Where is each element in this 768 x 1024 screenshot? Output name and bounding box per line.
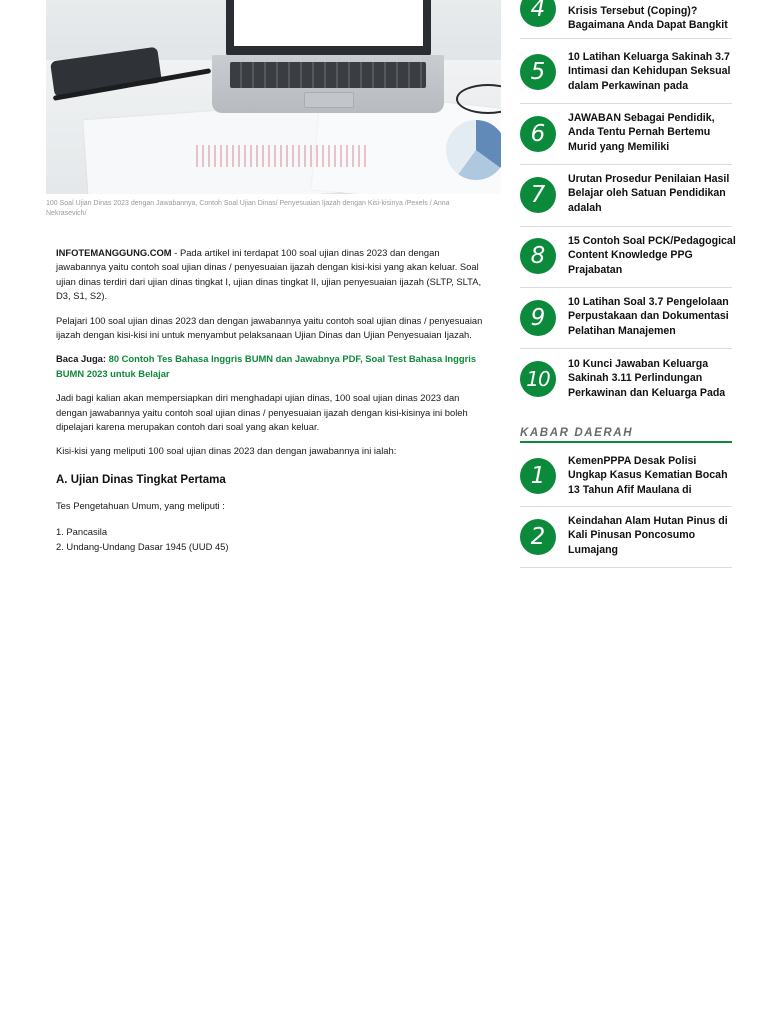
rank-badge: 10 [520,361,556,397]
intro-text: - Pada artikel ini terdapat 100 soal ujian dinas 2023 dan dengan jawabannya yaitu contoh soal ujian dinas / penyesuaian ijazah dengan kisi-kisi yang akan keluar. Soal ujian dinas terdiri dari ujian dinas tingkat I, ujian dinas tingkat II, ujian penyesuaian ijazah (SLTP, SLTA, D3, S1, S2). [56,247,482,302]
article-paragraph: Kisi-kisi yang meliputi 100 soal ujian dinas 2023 dan dengan jawabannya ini ialah: [56,445,397,457]
daerah-item[interactable] [520,507,732,568]
laptop-screen [226,0,431,56]
brand-name: INFOTEMANGGUNG.COM [56,247,172,258]
popular-item-title[interactable]: 10 Latihan Keluarga Sakinah 3.7 Intimasi dan Kehidupan Seksual dalam Perkawinan pada [568,51,731,92]
daerah-item-title[interactable]: Keindahan Alam Hutan Pinus di Kali Pinusan Poncosumo Lumajang [568,515,728,556]
rank-badge: 7 [520,177,556,213]
printed-pie-chart [446,120,501,180]
section-header-kabar-daerah [520,423,732,443]
section-heading: A. Ujian Dinas Tingkat Pertama [56,473,226,486]
topic-list [56,524,490,554]
image-caption: 100 Soal Ujian Dinas 2023 dengan Jawabannya, Contoh Soal Ujian Dinas/ Penyesuaian Ijazah dengan Kisi-kisinya /Pexels / Anna Nekrasevich/ [46,200,450,217]
popular-item-title[interactable]: Krisis Tersebut (Coping)? Bagaimana Anda Dapat Bangkit [568,5,728,32]
article-paragraph: Tes Pengetahuan Umum, yang meliputi : [56,500,225,512]
popular-item-title[interactable]: 15 Contoh Soal PCK/Pedagogical Content Knowledge PPG Prajabatan [568,235,736,276]
popular-item[interactable] [520,227,736,288]
laptop-keyboard [230,62,426,88]
related-article-link[interactable]: 80 Contoh Tes Bahasa Inggris BUMN dan Jawabnya PDF, Soal Test Bahasa Inggris BUMN 2023 untuk Belajar [56,353,477,379]
rank-badge: 2 [520,519,556,555]
rank-badge: 6 [520,116,556,152]
baca-juga-label: Baca Juga: [56,353,109,365]
popular-item-title[interactable]: Urutan Prosedur Penilaian Hasil Belajar oleh Satuan Pendidikan adalah [568,173,730,214]
list-item: 1. Pancasila [56,525,108,537]
rank-badge: 1 [520,458,556,494]
popular-item[interactable] [520,288,732,349]
rank-badge: 5 [520,54,556,90]
article-body [56,246,490,554]
list-item: 2. Undang-Undang Dasar 1945 (UUD 45) [56,540,229,552]
article-paragraph: Pelajari 100 soal ujian dinas 2023 dan dengan jawabannya yaitu contoh soal ujian dinas / penyesuaian ijazah dengan kisi-kisi ini untuk menyambut pelaksanaan Ujian Dinas dan Ujian Penyesuaian Ijazah. [56,314,483,341]
article-hero-image [46,0,501,194]
daerah-item[interactable] [520,445,732,507]
article-paragraph: Jadi bagi kalian akan mempersiapkan diri menghadapi ujian dinas, 100 soal ujian dinas 2023 dan dengan jawabannya yaitu contoh soal ujian dinas / penyesuaian ijazah dengan kisi-kisinya ini boleh dipelajari karena merupakan contoh dari soal yang akan keluar. [56,392,468,433]
daerah-item-title[interactable]: KemenPPPA Desak Polisi Ungkap Kasus Kematian Bocah 13 Tahun Afif Maulana di [568,455,728,496]
rank-badge: 8 [520,238,556,274]
printed-chart [196,145,366,167]
section-title: KABAR DAERAH [520,427,634,439]
rank-badge: 9 [520,300,556,336]
popular-item[interactable] [520,104,732,165]
popular-item[interactable] [520,165,732,227]
related-article [56,352,490,381]
popular-item-title[interactable]: 10 Latihan Soal 3.7 Pengelolaan Perpustakaan dan Dokumentasi Pelatihan Manajemen [568,296,729,337]
popular-item[interactable] [520,0,732,39]
popular-item-title[interactable]: 10 Kunci Jawaban Keluarga Sakinah 3.11 Perlindungan Perkawinan dan Keluarga Pada [568,358,726,399]
laptop-trackpad [304,92,354,108]
popular-item-title[interactable]: JAWABAN Sebagai Pendidik, Anda Tentu Pernah Bertemu Murid yang Memiliki [568,112,715,153]
popular-item[interactable] [520,43,732,104]
article-intro [56,246,490,304]
rank-badge: 4 [520,0,556,27]
popular-item[interactable] [520,349,732,409]
